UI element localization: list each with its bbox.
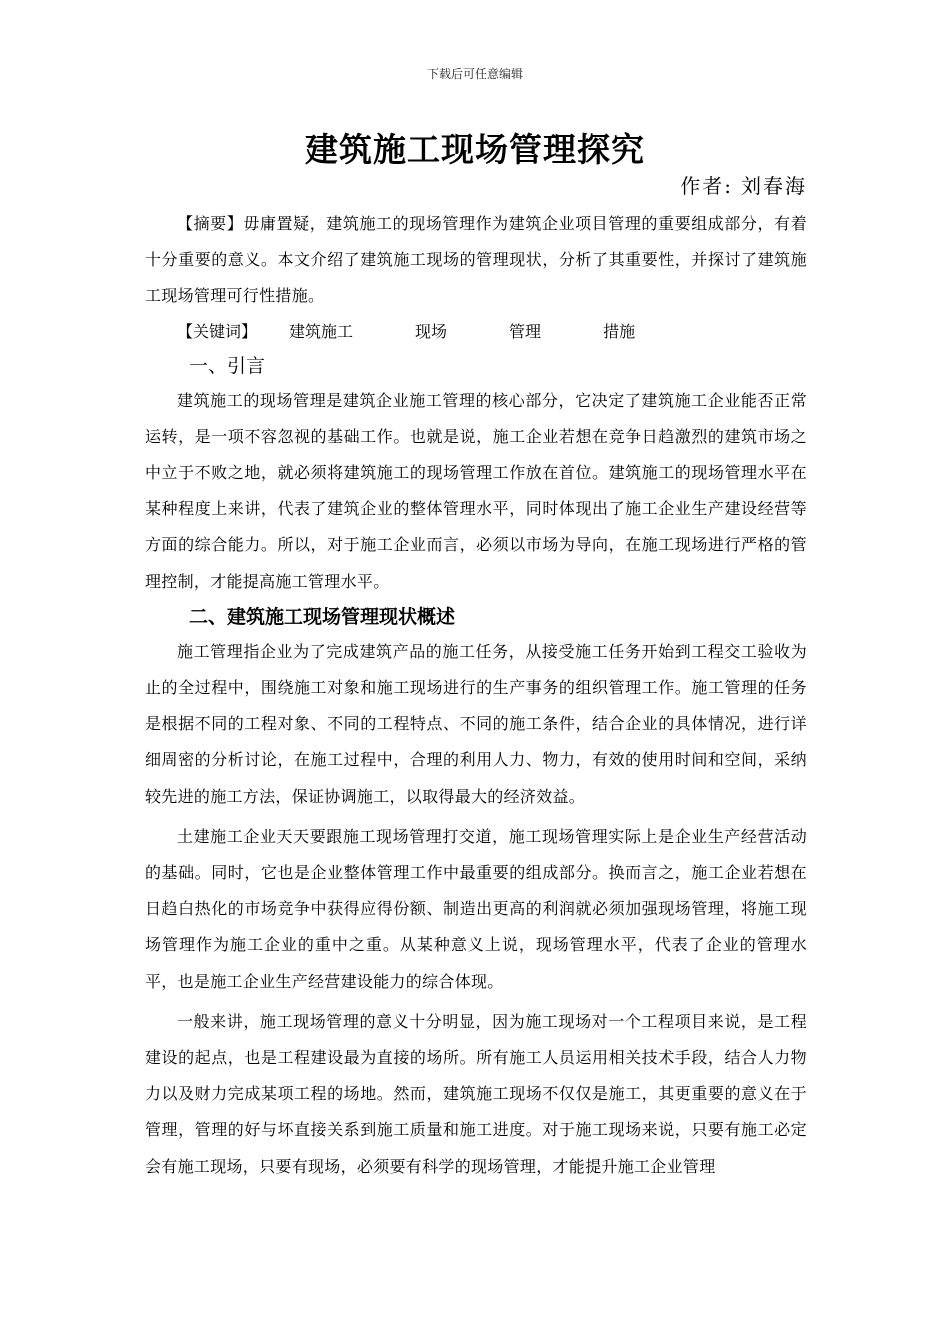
body-paragraph: 土建施工企业天天要跟施工现场管理打交道，施工现场管理实际上是企业生产经营活动的基础。同时，它也是企业整体管理工作中最重要的组成部分。换而言之，施工企业若想在日趋白热化的市场竞争中获得应得份额、制造出更高的利润就必须加强现场管理，将施工现场管理作为施工企业的重中之重。从某种意义上说，现场管理水平，代表了企业的管理水平，也是施工企业生产经营建设能力的综合体现。: [145, 826, 807, 991]
body-paragraph: 建筑施工的现场管理是建筑企业施工管理的核心部分，它决定了建筑施工企业能否正常运转，是一项不容忽视的基础工作。也就是说，施工企业若想在竞争日趋激烈的建筑市场之中立于不败之地，就必须将建筑施工的现场管理工作放在首位。建筑施工的现场管理水平在某种程度上来讲，代表了建筑企业的整体管理水平，同时体现出了施工企业生产建设经营等方面的综合能力。所以，对于施工企业而言，必须以市场为导向，在施工现场进行严格的管理控制，才能提高施工管理水平。: [145, 390, 807, 591]
document-body: [145, 206, 807, 1185]
abstract-text: 毋庸置疑，建筑施工的现场管理作为建筑企业项目管理的重要组成部分，有着十分重要的意义。本文介绍了建筑施工现场的管理现状，分析了其重要性，并探讨了建筑施工现场管理可行性措施。: [145, 214, 808, 306]
section-heading: 一、引言: [189, 354, 266, 377]
keyword-item: 管理: [509, 321, 542, 341]
section-heading: 二、建筑施工现场管理现状概述: [189, 605, 456, 628]
keyword-item: 建筑施工: [289, 321, 354, 341]
keyword-item: 现场: [415, 321, 448, 341]
author-line: [680, 172, 807, 200]
author-label: 作者:: [680, 174, 733, 198]
document-title: 建筑施工现场管理探究: [305, 130, 645, 169]
body-paragraph: 施工管理指企业为了完成建筑产品的施工任务，从接受施工任务开始到工程交工验收为止的全过程中，围绕施工对象和施工现场进行的生产事务的组织管理工作。施工管理的任务是根据不同的工程对象、不同的工程特点、不同的施工条件，结合企业的具体情况，进行详细周密的分析讨论，在施工过程中，合理的利用人力、物力，有效的使用时间和空间，采纳较先进的施工方法，保证协调施工，以取得最大的经济效益。: [145, 641, 807, 806]
body-paragraph: 一般来讲，施工现场管理的意义十分明显，因为施工现场对一个工程项目来说，是工程建设的起点，也是工程建设最为直接的场所。所有施工人员运用相关技术手段，结合人力物力以及财力完成某项工程的场地。然而，建筑施工现场不仅仅是施工，其更重要的意义在于管理，管理的好与坏直接关系到施工质量和施工进度。对于施工现场来说，只要有施工必定会有施工现场，只要有现场，必须要有科学的现场管理，才能提升施工企业管理: [145, 1011, 807, 1176]
abstract-paragraph: [145, 206, 807, 315]
keyword-item: 措施: [603, 321, 636, 341]
keywords-tag: 【关键词】: [177, 321, 258, 341]
header-note: 下载后可任意编辑: [426, 67, 523, 81]
keywords-line: [145, 315, 807, 349]
abstract-tag: 【摘要】: [177, 214, 244, 233]
author-name: 刘春海: [741, 174, 807, 198]
